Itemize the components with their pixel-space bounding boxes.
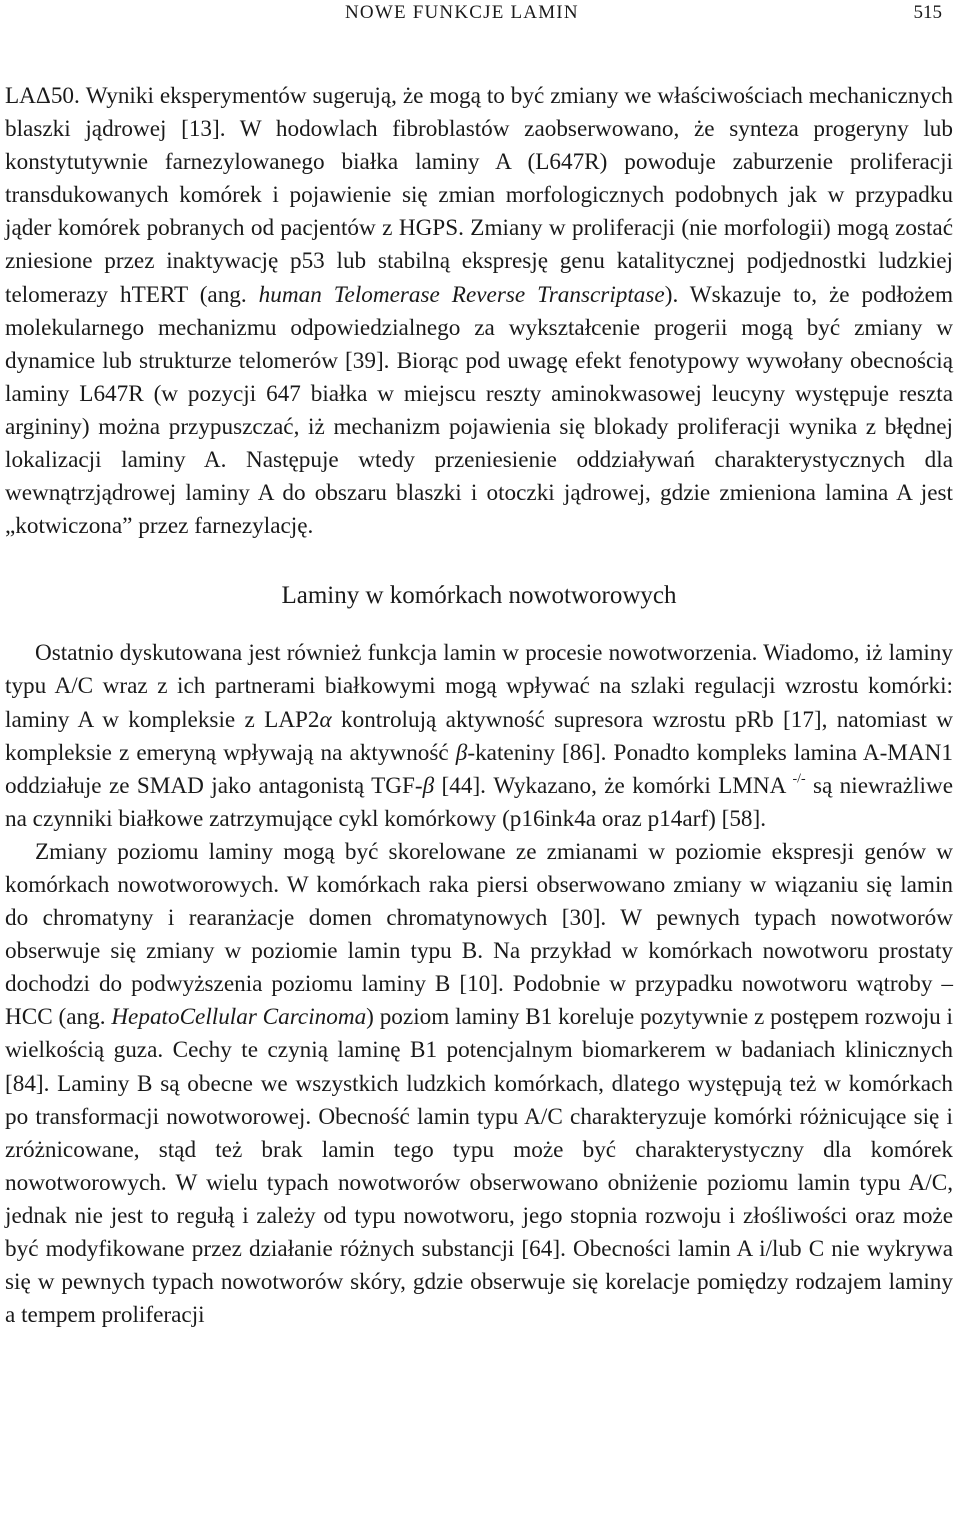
page-body [5,80,953,1332]
superscript-genotype: -/- [792,771,806,787]
paragraph-text: są niewrażliwe na czynniki białkowe zatrzymujące cykl komórkowy (p16ink4a oraz p14arf) [58]. [5,772,953,832]
paragraph-text: Zmiany poziomu laminy mogą być skorelowane ze zmianami w poziomie ekspresji genów w komórkach nowotworowych. W komórkach raka piersi obserwowano zmiany w wiązaniu się lamin do chromatyny i rearanżacje domen chromatynowych [30]. W pewnych typach nowotworów obserwuje się zmiany w poziomie lamin typu B. Na przykład w komórkach nowotworu prostaty dochodzi do podwyższenia poziomu laminy B [10]. Podobnie w przypadku nowotworu wątroby – HCC (ang. [5,838,953,1031]
italic-term: HepatoCellular Carcinoma [111,1004,367,1031]
section-heading: Laminy w komórkach nowotworowych [281,582,677,610]
body-paragraph-1 [5,80,953,543]
body-paragraph-2 [5,637,953,836]
paragraph-text: ) poziom laminy B1 koreluje pozytywnie z postępem rozwoju i wielkością guza. Cechy te czynią laminę B1 potencjalnym biomarkerem w badaniach klinicznych [84]. Laminy B są obecne we wszystkich ludzkich komórkach, dlatego występują też w komórkach po transformacji nowotworowej. Obecność lamin typu A/C charakteryzuje komórki różnicujące się i zróżnicowane, stąd też brak lamin tego typu może być charakterystyczny dla komórek nowotworowych. W wielu typach nowotworów obserwowano obniżenie poziomu lamin typu A/C, jednak nie jest to regułą i zależy od typu nowotworu, jego stopnia rozwoju i złośliwości oraz może być modyfikowane przez działanie różnych substancji [64]. Obecności lamin A i/lub C nie wykrywa się w pewnych typach nowotworów skóry, gdzie obserwuje się korelacje pomiędzy rodzajem laminy a tempem proliferacji [5,1004,953,1329]
paragraph-text: -kateniny [86]. Ponadto kompleks lamina A-MAN1 oddziałuje ze SMAD jako antagonistą TGF- [5,739,953,799]
running-header [0,0,960,26]
paragraph-text: kontrolują aktywność supresora wzrostu pRb [17], natomiast w kompleksie z emeryną wpływają na aktywność [5,706,953,766]
body-paragraph-3 [5,836,953,1332]
paragraph-text: ). Wskazuje to, że podłożem molekularnego mechanizmu odpowiedzialnego za wykształcenie progerii mogą być zmiany w dynamice lub strukturze telomerów [39]. Biorąc pod uwagę efekt fenotypowy wywołany obecnością laminy L647R (w pozycji 647 białka w miejscu reszty aminokwasowej leucyny występuje reszta argininy) można przypuszczać, iż mechanizm pojawienia się blokady proliferacji wynika z błędnej lokalizacji laminy A. Następuje wtedy przeniesienie oddziaływań charakterystycznych dla wewnątrzjądrowej laminy A do obszaru blaszki i otoczki jądrowej, gdzie zmieniona lamina A jest „kotwiczona” przez farnezylację. [5,281,953,540]
italic-term: human Telomerase Reverse Transcriptase [258,281,665,308]
page-number: 515 [913,2,942,23]
paragraph-text: Ostatnio dyskutowana jest również funkcja lamin w procesie nowotworzenia. Wiadomo, iż laminy typu A/C wraz z ich partnerami białkowymi mogą wpływać na szlaki regulacji wzrostu komórki: laminy A w kompleksie z LAP2 [5,640,953,733]
greek-beta-symbol: β [422,772,435,799]
greek-alpha-symbol: α [319,706,332,733]
paragraph-text: LAΔ50. Wyniki eksperymentów sugerują, że mogą to być zmiany we właściwościach mechanicznych blaszki jądrowej [13]. W hodowlach fibroblastów zaobserwowano, że synteza progeryny lub konstytutywnie farnezylowanego białka laminy A (L647R) powoduje zaburzenie proliferacji transdukowanych komórek i pojawienie się zmian morfologicznych podobnych jak w przypadku jąder komórek pobranych od pacjentów z HGPS. Zmiany w proliferacji (nie morfologii) mogą zostać zniesione przez inaktywację p53 lub stabilną ekspresję genu katalitycznej podjednostki ludzkiej telomerazy hTERT (ang. [5,83,953,308]
running-title: NOWE FUNKCJE LAMIN [345,2,579,23]
paragraph-text: [44]. Wykazano, że komórki LMNA [434,772,793,799]
greek-beta-symbol: β [455,739,468,766]
